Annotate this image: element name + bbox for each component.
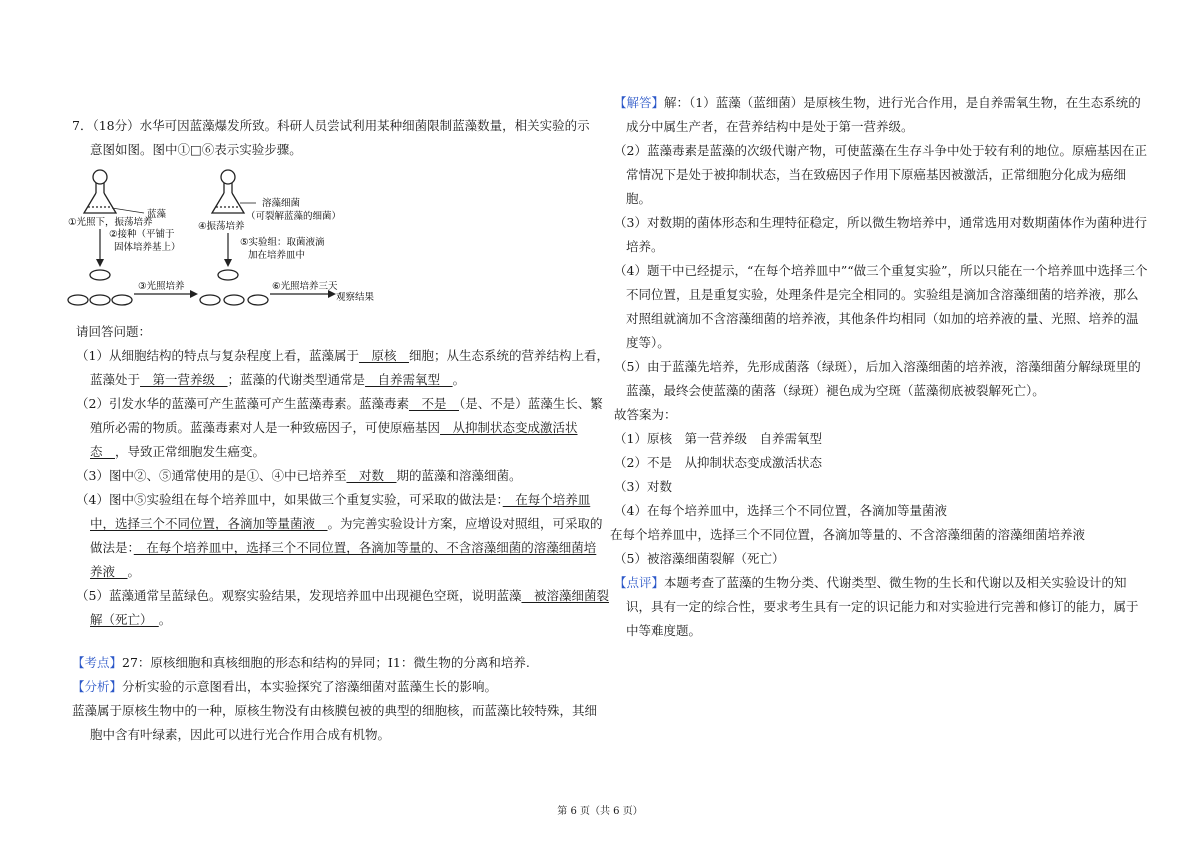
dish-icon (224, 295, 244, 305)
step2-label-b: 固体培养基上） (114, 242, 181, 253)
jieda-line11: 度等）。 (626, 335, 670, 350)
step2-label-a: ②接种（平铺于 (109, 229, 175, 240)
jieda-line1 (614, 95, 1141, 111)
q1-text-a: （1）从细胞结构的特点与复杂程度上看，蓝藻属于 (76, 348, 359, 363)
dish-icon (90, 270, 110, 280)
q3-text-b: 期的蓝藻和溶藻细菌。 (396, 468, 522, 483)
q4-text-d: 。 (127, 564, 141, 579)
jieda-line10: 对照组就滴加不含溶藻细菌的培养液，其他条件均相同（如加的培养液的量、光照、培养的温 (626, 311, 1139, 326)
q4-line1 (76, 492, 590, 508)
jieda-text-1: 解：（1）蓝藻（蓝细菌）是原核生物，进行光合作用，是自养需氧生物，在生态系统的 (664, 95, 1141, 110)
answer-3: （3）对数 (614, 479, 672, 494)
q1-text-c: 蓝藻处于 (90, 372, 141, 387)
q4-answer-2b: 养液 (90, 564, 128, 579)
jieda-line12: （5）由于蓝藻先培养，先形成菌落（绿斑），后加入溶藻细菌的培养液，溶藻细菌分解绿斑里的 (614, 359, 1141, 374)
q3-line (76, 468, 522, 484)
dianping-text-1: 本题考查了蓝藻的生物分类、代谢类型、微生物的生长和代谢以及相关实验设计的知 (664, 575, 1127, 590)
q3-answer: 对数 (346, 468, 397, 483)
q1-text-e: 。 (452, 372, 466, 387)
jieda-line5: 胞。 (626, 191, 652, 206)
q5-answer-a: 被溶藻细菌裂 (521, 588, 609, 603)
jieda-line4: 常情况下是处于被抑制状态，当在致癌因子作用下原癌基因被激活，正常细胞分化成为癌细 (626, 167, 1127, 182)
q4-line3 (90, 540, 596, 556)
right-flask-icon (212, 170, 244, 213)
fenxi-line (72, 679, 497, 695)
dish-icon (90, 295, 110, 305)
step1-label: ①光照下，振荡培养 (68, 217, 153, 228)
step6-label: ⑥光照培养三天 (272, 281, 338, 292)
question-intro-line2: 意图如图。图中①□⑥表示实验步骤。 (90, 142, 302, 157)
q2-text-a: （2）引发水华的蓝藻可产生蓝藻可产生蓝藻毒素。蓝藻毒素 (76, 396, 409, 411)
dianping-tag: 【点评】 (614, 575, 665, 590)
answer-1: （1）原核 第一营养级 自养需氧型 (614, 431, 822, 446)
q5-text-a: （5）蓝藻通常呈蓝绿色。观察实验结果，发现培养皿中出现褪色空斑，说明蓝藻 (76, 588, 522, 603)
q5-line1 (76, 588, 609, 604)
q4-answer-1b: 中，选择三个不同位置，各滴加等量菌液 (90, 516, 328, 531)
dish-icon (112, 295, 132, 305)
q1-answer-2: 第一营养级 (140, 372, 228, 387)
answer-5: （5）被溶藻细菌裂解（死亡） (614, 551, 785, 566)
answer-4b: 在每个培养皿中，选择三个不同位置，各滴加等量的、不含溶藻细菌的溶藻细菌培养液 (610, 527, 1086, 542)
jieda-line7: 培养。 (626, 239, 664, 254)
q5-line2 (90, 612, 171, 628)
q2-text-b: （是、不是）蓝藻生长、繁 (458, 396, 603, 411)
q1-answer-3: 自养需氧型 (365, 372, 453, 387)
fenxi-line2: 蓝藻属于原核生物中的一种，原核生物没有由核膜包被的典型的细胞核，而蓝藻比较特殊，其细 (72, 703, 598, 718)
page-footer: 第 6 页（共 6 页） (557, 806, 643, 817)
q2-line1 (76, 396, 603, 412)
question-intro-line1: 7．（18分）水华可因蓝藻爆发所致。科研人员尝试利用某种细菌限制蓝藻数量，相关实验的示 (72, 118, 590, 133)
q2-text-d: ，导致正常细胞发生癌变。 (115, 444, 266, 459)
q2-text-c: 殖所必需的物质。蓝藻毒素对人是一种致癌因子，可使原癌基因 (90, 420, 441, 435)
q2-answer-2b: 态 (90, 444, 116, 459)
q5-text-b: 。 (158, 612, 172, 627)
dianping-line2: 识，具有一定的综合性，要求考生具有一定的识记能力和对实验进行完善和修订的能力，属于 (626, 599, 1139, 614)
experiment-diagram (64, 163, 394, 315)
q4-text-b: 。为完善实验设计方案，应增设对照组，可采取的 (327, 516, 603, 531)
kaodian-text: 27：原核细胞和真核细胞的形态和结构的异同；I1：微生物的分离和培养. (122, 655, 530, 670)
q1-line2 (90, 372, 465, 388)
fenxi-tag: 【分析】 (72, 679, 123, 694)
dish-icon (218, 270, 238, 280)
q2-answer-2a: 从抑制状态变成激活状 (440, 420, 578, 435)
q1-text-d: ；蓝藻的代谢类型通常是 (227, 372, 366, 387)
step3-label: ③光照培养 (138, 281, 185, 292)
dianping-line3: 中等难度题。 (626, 623, 702, 638)
prompt-text: 请回答问题： (76, 324, 152, 339)
right-flask-label: 溶藻细菌 (262, 198, 301, 209)
step5-label-a: ⑤实验组：取菌液滴 (240, 237, 325, 248)
jieda-line2: 成分中属生产者，在营养结构中是处于第一营养级。 (626, 119, 914, 134)
q4-line2 (90, 516, 603, 532)
q3-text-a: （3）图中②、⑤通常使用的是①、④中已培养至 (76, 468, 347, 483)
q4-answer-1a: 在每个培养皿 (502, 492, 591, 507)
fenxi-line3: 胞中含有叶绿素，因此可以进行光合作用合成有机物。 (90, 727, 391, 742)
dianping-line1 (614, 575, 1127, 591)
q5-answer-b: 解（死亡） (90, 612, 159, 627)
q2-line3 (90, 444, 265, 460)
q1-text-b: 细胞；从生态系统的营养结构上看， (408, 348, 609, 363)
answer-4: （4）在每个培养皿中，选择三个不同位置，各滴加等量菌液 (614, 503, 947, 518)
dish-icon (68, 295, 88, 305)
dish-icon (248, 295, 268, 305)
answer-heading: 故答案为： (614, 407, 677, 422)
right-flask-sublabel: （可裂解蓝藻的细菌） (246, 211, 342, 222)
dish-icon (200, 295, 220, 305)
jieda-line13: 蓝藻，最终会使蓝藻的菌落（绿斑）褪色成为空斑（蓝藻彻底被裂解死亡）。 (626, 383, 1045, 398)
jieda-line8: （4）题干中已经提示，“在每个培养皿中”“做三个重复实验”，所以只能在一个培养皿中选择三个 (614, 263, 1148, 278)
fenxi-text: 分析实验的示意图看出，本实验探究了溶藻细菌对蓝藻生长的影响。 (122, 679, 498, 694)
step4-label: ④振荡培养 (198, 221, 245, 232)
q1-answer-1: 原核 (358, 348, 409, 363)
q2-line2 (90, 420, 578, 436)
kaodian-line (72, 655, 530, 671)
jieda-line3: （2）蓝藻毒素是蓝藻的次级代谢产物，可使蓝藻在生存斗争中处于较有利的地位。原癌基因在正 (614, 143, 1147, 158)
answer-2: （2）不是 从抑制状态变成激活状态 (614, 455, 822, 470)
q4-text-c: 做法是： (90, 540, 134, 555)
q4-text-a: （4）图中⑤实验组在每个培养皿中，如果做三个重复实验，可采取的做法是： (76, 492, 503, 507)
q4-line4 (90, 564, 140, 580)
jieda-line9: 不同位置，且是重复实验，处理条件是完全相同的。实验组是滴加含溶藻细菌的培养液，那么 (626, 287, 1139, 302)
observe-label: 观察结果 (336, 292, 375, 303)
q1-line1 (76, 348, 609, 364)
step5-label-b: 加在培养皿中 (248, 250, 306, 261)
q4-answer-2a: 在每个培养皿中，选择三个不同位置，各滴加等量的、不含溶藻细菌的溶藻细菌培 (133, 540, 597, 555)
q2-answer-1: 不是 (408, 396, 459, 411)
left-flask-icon (84, 170, 116, 213)
kaodian-tag: 【考点】 (72, 655, 123, 670)
left-flask-label: 蓝藻 (147, 209, 167, 220)
jieda-tag: 【解答】 (614, 95, 665, 110)
jieda-line6: （3）对数期的菌体形态和生理特征稳定，所以微生物培养中，通常选用对数期菌体作为菌种进行 (614, 215, 1147, 230)
